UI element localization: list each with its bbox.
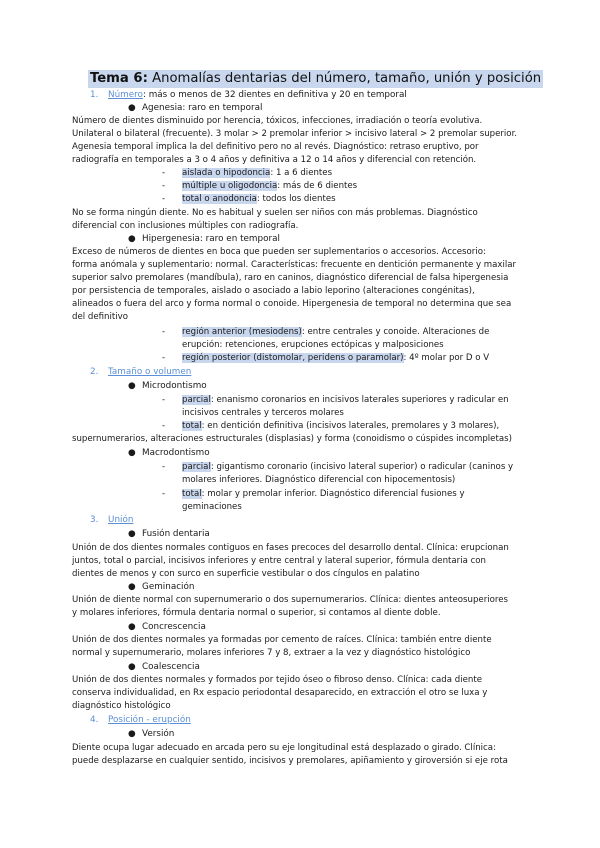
section-posicion: 4. Posición - erupción [90, 715, 191, 725]
bullet-agenesia: ● Agenesia: raro en temporal [128, 103, 263, 113]
dash-item-micro-total: - total: en dentición definitiva (incisivos laterales, premolares y 3 molares), [162, 421, 500, 431]
bullet-coalescencia: ● Coalescencia [128, 662, 200, 672]
paragraph-line: Exceso de números de dientes en boca que pueden ser suplementarios o accesorios. Accesorio: [72, 247, 486, 257]
bullet-concrescencia: ● Concrescencia [128, 622, 206, 632]
page-title: Tema 6: Anomalías dentarias del número, tamaño, unión y posición [90, 71, 542, 86]
dash-item-multiple: - múltiple u oligodoncia: más de 6 dientes [162, 181, 358, 191]
dash-item-micro-parcial: - parcial: enanismo coronarios en incisivos laterales superiores y radicular en [162, 395, 509, 405]
dash-item-macro-parcial: - parcial: gigantismo coronario (incisivo lateral superior) o radicular (caninos y [162, 462, 514, 472]
bullet-geminacion: ● Geminación [128, 582, 195, 592]
section-link-posicion[interactable]: Posición - erupción [108, 715, 191, 725]
dash-item-continuation: molares inferiores. Diagnóstico diferencial con hipocementosis) [182, 475, 456, 485]
paragraph-line: No se forma ningún diente. No es habitual y suelen ser niños con más problemas. Diagnóstico [72, 208, 478, 218]
paragraph-line: por persistencia de temporales, aislado o asociado a labio leporino (alteraciones congénitas), [72, 286, 475, 296]
paragraph-line: diagnóstico histológico [72, 701, 171, 711]
paragraph-line: Número de dientes disminuido por herencia, tóxicos, infecciones, irradiación o teoría evolutiva. [72, 116, 483, 126]
paragraph-line: Unilateral o bilateral (frecuente). 3 molar > 2 premolar inferior > incisivo lateral > 2 premolar superior. [72, 129, 518, 139]
dash-item-macro-total: - total: molar y premolar inferior. Diagnóstico diferencial fusiones y [162, 489, 465, 499]
dash-item-continuation: incisivos centrales y terceros molares [182, 408, 344, 418]
bullet-hipergenesia: ● Hipergenesia: raro en temporal [128, 234, 280, 244]
dash-item-total: - total o anodoncia: todos los dientes [162, 194, 336, 204]
section-link-tamano[interactable]: Tamaño o volumen [108, 367, 192, 377]
paragraph-line: diferencial con inclusiones múltiples con radiografía. [72, 221, 299, 231]
paragraph-line: puede desplazarse en cualquier sentido, incisivos y premolares, apiñamiento y giroversión si eje rota [72, 756, 508, 766]
paragraph-line: radiografía en temporales a 3 o 4 años y definitiva a 12 o 14 años y diferencial con retención. [72, 155, 477, 165]
section-link-numero[interactable]: Número [108, 90, 143, 100]
dash-item-region-posterior: - región posterior (distomolar, peridens o paramolar): 4º molar por D o V [162, 353, 490, 363]
section-union: 3. Unión [90, 515, 134, 525]
section-tamano: 2. Tamaño o volumen [90, 367, 192, 377]
dash-item-continuation: erupción: retenciones, erupciones ectópicas y malposiciones [182, 340, 444, 350]
section-link-union[interactable]: Unión [108, 515, 134, 525]
paragraph-line: Unión de dos dientes normales contiguos en fases precoces del desarrollo dental. Clínica: erupcionan [72, 543, 509, 553]
paragraph-line: normal y supernumerario, molares inferiores 7 y 8, extraer a la vez y diagnóstico histológico [72, 648, 471, 658]
paragraph-line: Unión de dos dientes normales y formados por tejido óseo o fibroso denso. Clínica: cada diente [72, 675, 482, 685]
paragraph-line: Diente ocupa lugar adecuado en arcada pero su eje longitudinal está desplazado o girado. Clínica: [72, 743, 496, 753]
paragraph-line: superior salvo premolares (mandíbula), raro en caninos, diagnóstico diferencial de falsa hipergenesia [72, 273, 509, 283]
paragraph-line: Unión de diente normal con supernumerario o dos supernumerarios. Clínica: dientes anteosuperiores [72, 595, 508, 605]
paragraph-line: del definitivo [72, 312, 128, 322]
paragraph-line: supernumerarios, alteraciones estructurales (displasias) y forma (conoidismo o cúspides incompletas) [72, 434, 512, 444]
paragraph-line: forma anómala y suplementario: normal. Características: frecuente en dentición permanente y maxilar [72, 260, 517, 270]
dash-item-aislada: - aislada o hipodoncia: 1 a 6 dientes [162, 168, 333, 178]
paragraph-line: conserva individualidad, en Rx espacio periodontal desaparecido, en extracción el otro se luxa y [72, 688, 488, 698]
bullet-version: ● Versión [128, 729, 175, 739]
paragraph-line: dientes de menos y con surco en superficie vestibular o dos cíngulos en palatino [72, 569, 420, 579]
dash-item-region-anterior: - región anterior (mesiodens): entre centrales y conoide. Alteraciones de [162, 327, 490, 337]
bullet-fusion: ● Fusión dentaria [128, 529, 210, 539]
bullet-microdontismo: ● Microdontismo [128, 381, 207, 391]
section-numero: 1. Número: más o menos de 32 dientes en definitiva y 20 en temporal [90, 90, 407, 100]
paragraph-line: Unión de dos dientes normales ya formadas por cemento de raíces. Clínica: también entre diente [72, 635, 492, 645]
paragraph-line: alineados o fuera del arco y forma normal o conoide. Hipergenesia de temporal no determina que sea [72, 299, 512, 309]
paragraph-line: y molares inferiores, fórmula dentaria normal o superior, si contamos al diente doble. [72, 608, 441, 618]
dash-item-continuation: geminaciones [182, 502, 242, 512]
paragraph-line: juntos, total o parcial, incisivos inferiores y entre central y lateral superior, fórmula dentaria con [72, 556, 487, 566]
bullet-macrodontismo: ● Macrodontismo [128, 448, 210, 458]
paragraph-line: Agenesia temporal implica la del definitivo pero no al revés. Diagnóstico: retraso eruptivo, por [72, 142, 479, 152]
